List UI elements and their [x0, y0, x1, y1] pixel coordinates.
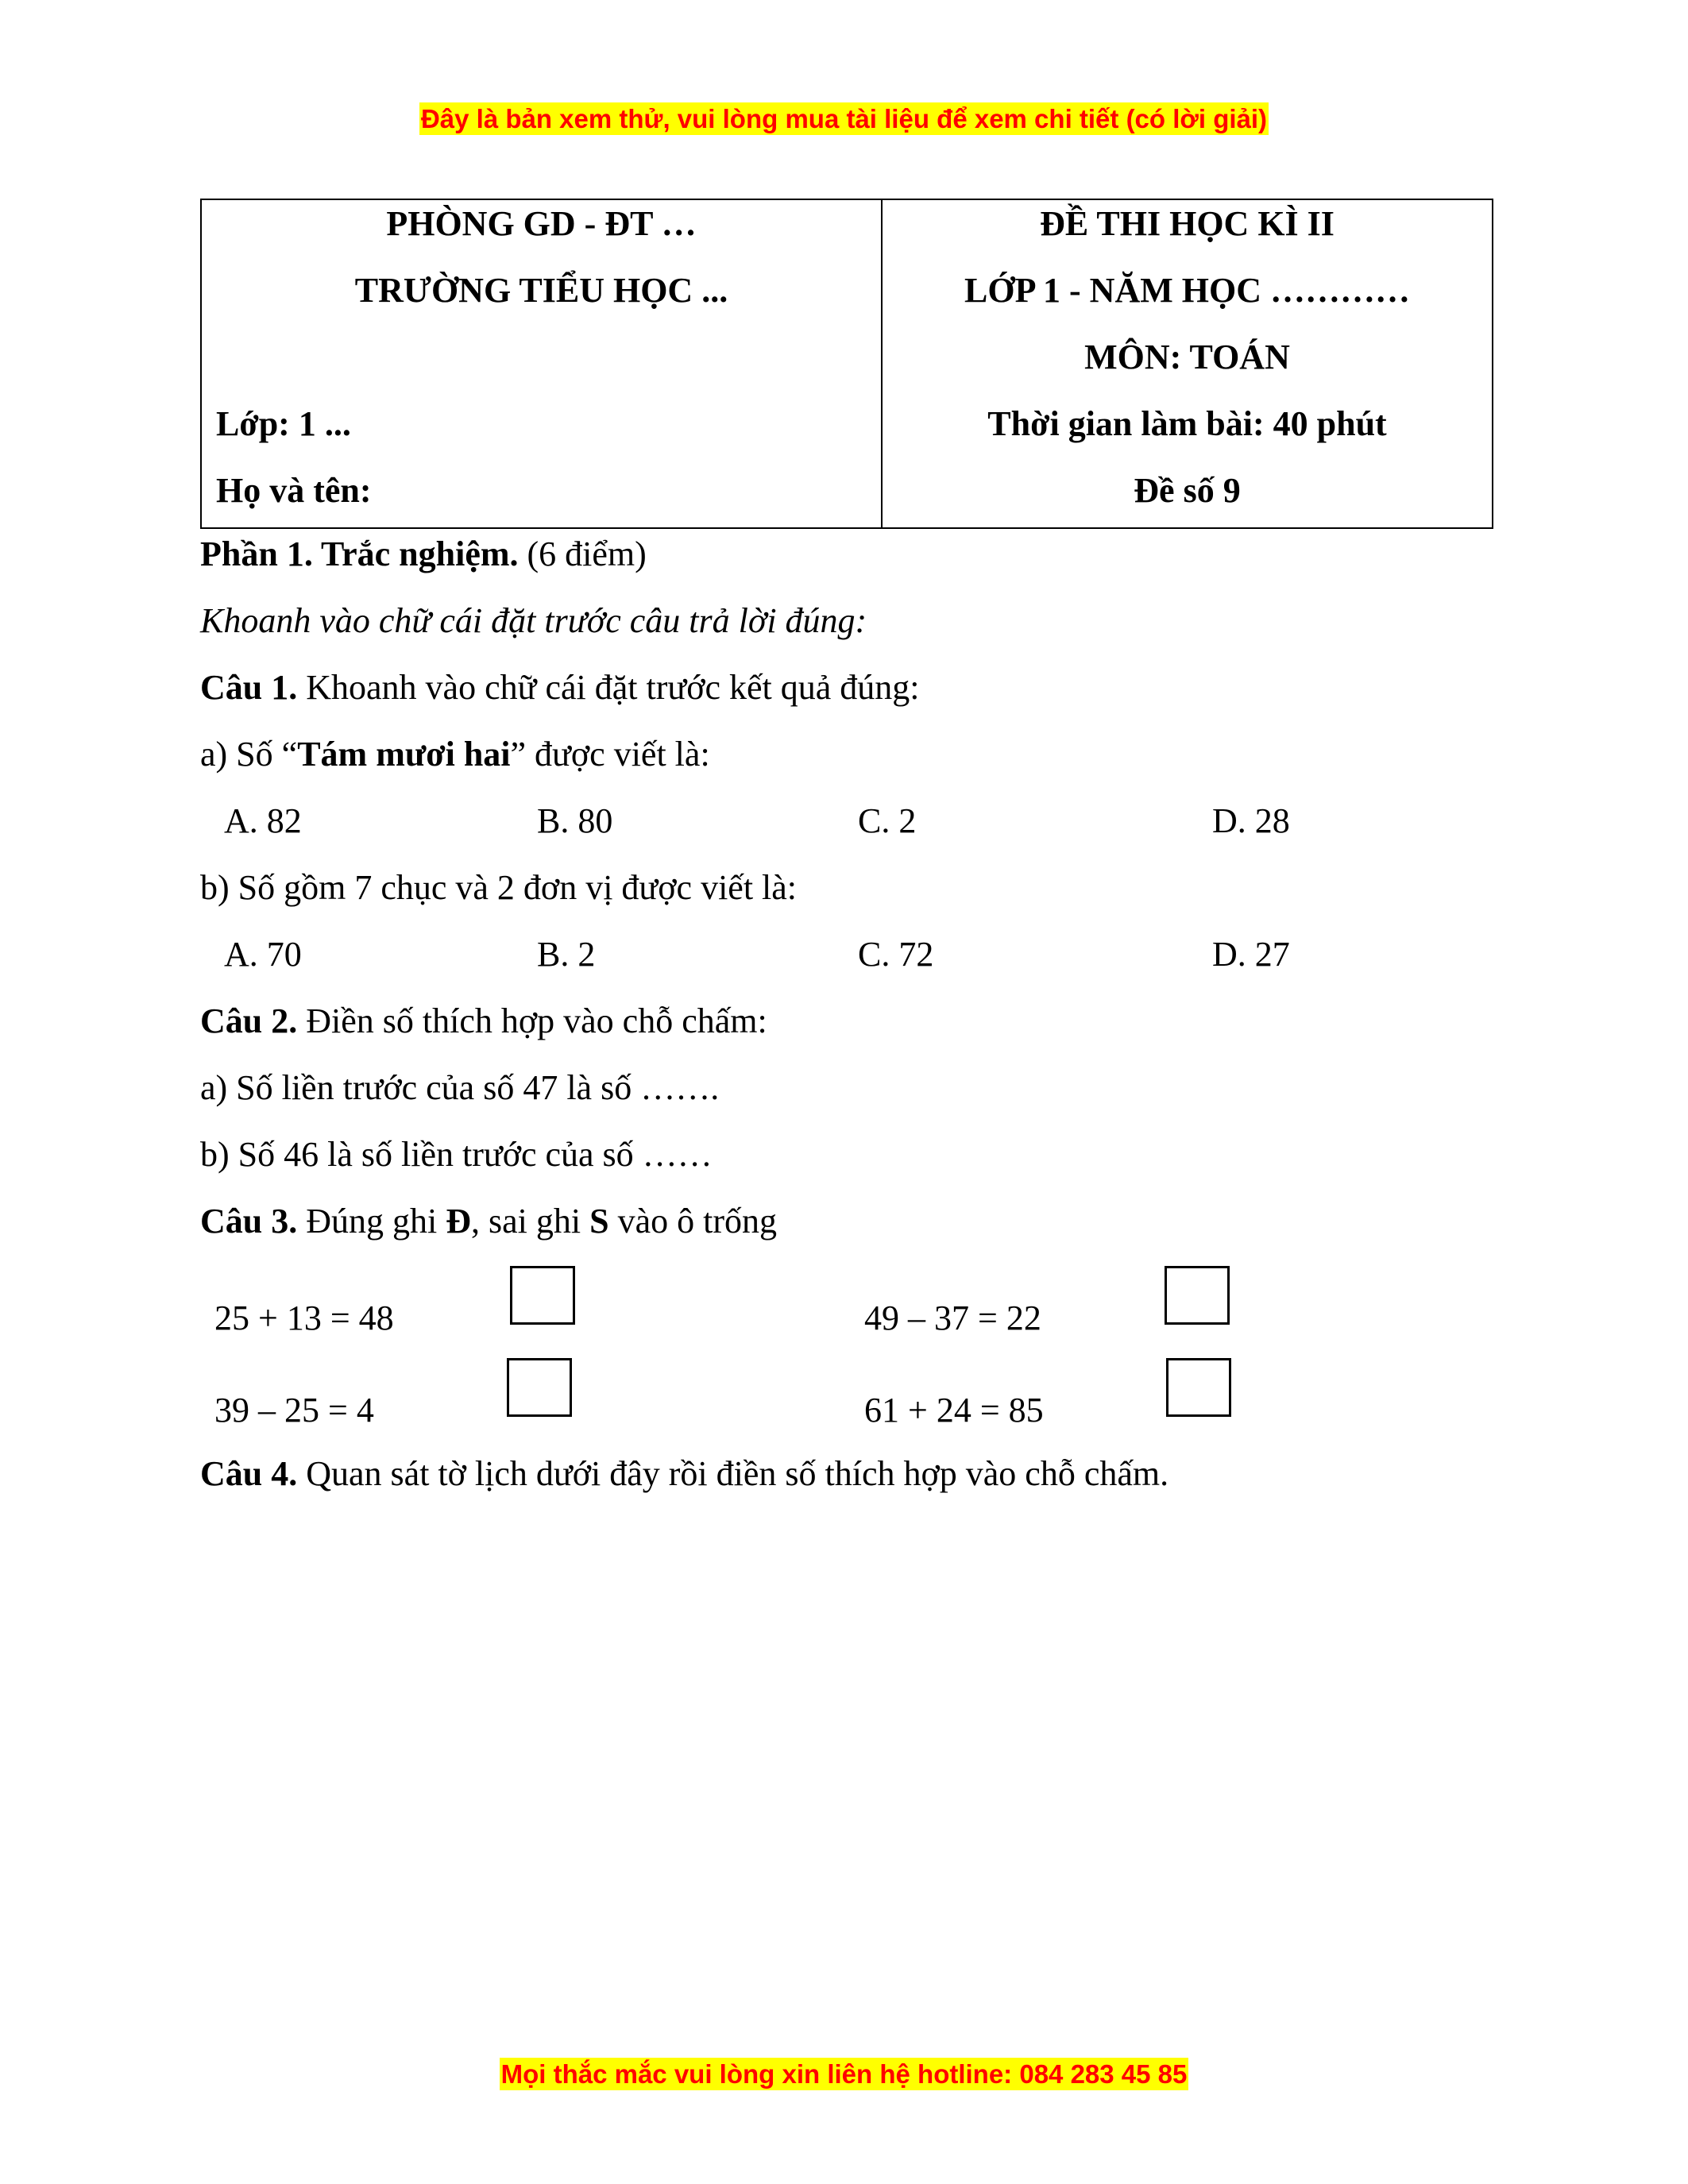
q1-text: Khoanh vào chữ cái đặt trước kết quả đúng: [297, 668, 920, 707]
q3-equation-1: 25 + 13 = 48 [214, 1298, 394, 1337]
q3-label: Câu 3. [200, 1202, 298, 1241]
class-label: Lớp: 1 ... [216, 404, 351, 443]
q1-label: Câu 1. [200, 668, 298, 707]
part1-title: Phần 1. Trắc nghiệm. [200, 534, 519, 573]
q1a-option-d: D. 28 [1212, 801, 1290, 840]
q3-equation-2: 49 – 37 = 22 [864, 1298, 1041, 1337]
q3-equation-3: 39 – 25 = 4 [214, 1391, 374, 1430]
part1-heading [200, 532, 647, 577]
exam-title: ĐỀ THI HỌC KÌ II [1040, 204, 1335, 243]
q1b-option-c: C. 72 [858, 935, 934, 974]
q3-heading [200, 1199, 777, 1244]
part1-points: (6 điểm) [518, 534, 647, 573]
q2b-text: b) Số 46 là số liền trước của số …… [200, 1135, 713, 1174]
q1a-suffix: ” được viết là: [510, 735, 710, 774]
q3-equation-4: 61 + 24 = 85 [864, 1391, 1044, 1430]
q3-answer-box-2[interactable] [1165, 1266, 1230, 1325]
q1a-bold-number: Tám mươi hai [297, 735, 511, 774]
school-name: TRƯỜNG TIỂU HỌC ... [354, 271, 728, 310]
preview-banner-text: Đây là bản xem thử, vui lòng mua tài liệu để xem chi tiết (có lời giải) [420, 104, 1268, 133]
q1b-option-d: D. 27 [1212, 935, 1290, 974]
department-name: PHÒNG GD - ĐT … [386, 204, 697, 243]
q2-label: Câu 2. [200, 1001, 298, 1040]
hotline-banner [0, 2057, 1688, 2092]
q4-heading [200, 1452, 1168, 1496]
preview-banner [0, 102, 1688, 137]
exam-header-table [200, 199, 1493, 529]
subject: MÔN: TOÁN [1084, 338, 1290, 376]
q1b-question: b) Số gồm 7 chục và 2 đơn vị được viết là: [200, 868, 798, 907]
q3-text-2: , sai ghi [471, 1202, 590, 1241]
q3-bold-d: Đ [446, 1202, 472, 1241]
header-right-cell [883, 200, 1492, 527]
q3-bold-s: S [589, 1202, 609, 1241]
q3-text-3: vào ô trống [608, 1202, 778, 1241]
q3-answer-box-4[interactable] [1166, 1358, 1231, 1417]
q3-answer-box-1[interactable] [510, 1266, 575, 1325]
q2-heading [200, 999, 767, 1044]
q1b-option-b: B. 2 [537, 935, 596, 974]
hotline-banner-text: Mọi thắc mắc vui lòng xin liên hệ hotline: 084 283 45 85 [500, 2059, 1188, 2089]
q3-answer-box-3[interactable] [507, 1358, 572, 1417]
q2a-text: a) Số liền trước của số 47 là số ……. [200, 1068, 720, 1107]
header-left-cell [202, 200, 883, 527]
exam-number: Đề số 9 [1134, 471, 1241, 510]
q2-text: Điền số thích hợp vào chỗ chấm: [297, 1001, 767, 1040]
q4-label: Câu 4. [200, 1454, 298, 1493]
part1-instruction: Khoanh vào chữ cái đặt trước câu trả lời đúng: [200, 601, 867, 640]
q3-text-1: Đúng ghi [297, 1202, 446, 1241]
q4-text: Quan sát tờ lịch dưới đây rồi điền số thích hợp vào chỗ chấm. [297, 1454, 1169, 1493]
q1a-option-c: C. 2 [858, 801, 917, 840]
q1a-option-a: A. 82 [224, 801, 302, 840]
student-name-label: Họ và tên: [216, 471, 372, 510]
q1a-question [200, 732, 710, 777]
q1a-option-b: B. 80 [537, 801, 613, 840]
q1-heading [200, 666, 920, 710]
duration: Thời gian làm bài: 40 phút [987, 404, 1387, 443]
q1b-option-a: A. 70 [224, 935, 302, 974]
grade-year: LỚP 1 - NĂM HỌC ………… [964, 271, 1410, 310]
q1a-prefix: a) Số “ [200, 735, 298, 774]
